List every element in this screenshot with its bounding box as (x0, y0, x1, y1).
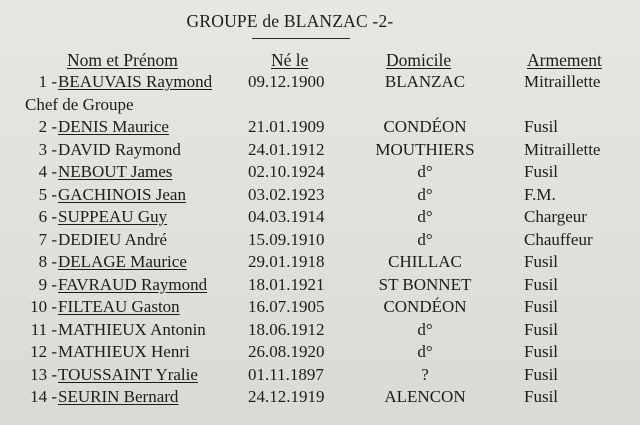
member-name: SEURIN Bernard (58, 387, 179, 406)
armament: Fusil (524, 117, 559, 136)
armament: F.M. (524, 184, 556, 204)
row-number: 14 - (30, 387, 57, 406)
member-name: NEBOUT James (58, 162, 173, 181)
domicile: d° (417, 162, 433, 181)
header-arm: Armement (527, 50, 602, 70)
row-number: 5 - (38, 184, 57, 204)
domicile: d° (417, 229, 433, 249)
domicile: CHILLAC (388, 252, 462, 271)
birth-date: 18.01.1921 (248, 274, 325, 294)
role-note-text: Chef de Groupe (25, 94, 134, 114)
domicile: ST BONNET (378, 274, 472, 294)
armament: Fusil (524, 387, 559, 406)
row-number: 9 - (38, 274, 57, 294)
armament: Fusil (524, 364, 559, 384)
birth-date: 03.02.1923 (248, 184, 325, 204)
armament: Chargeur (524, 207, 587, 226)
domicile: d° (417, 184, 433, 204)
header-born: Né le (271, 50, 309, 70)
header-home: Domicile (386, 50, 452, 70)
role-note (0, 93, 640, 116)
birth-date: 04.03.1914 (248, 207, 325, 226)
document-title: GROUPE de BLANZAC -2- (186, 11, 394, 31)
armament: Fusil (524, 274, 559, 294)
birth-date: 18.06.1912 (248, 319, 325, 339)
member-name: TOUSSAINT Yralie (58, 364, 198, 384)
table-row (0, 250, 640, 273)
domicile: BLANZAC (384, 72, 466, 91)
table-row (0, 160, 640, 183)
domicile: ALENCON (384, 387, 466, 406)
member-name: DAVID Raymond (58, 139, 181, 159)
birth-date: 21.01.1909 (248, 117, 325, 136)
birth-date: 02.10.1924 (248, 162, 325, 181)
member-name: MATHIEUX Antonin (58, 319, 206, 339)
armament: Fusil (524, 342, 559, 361)
member-name: DENIS Maurice (58, 117, 169, 136)
member-name: BEAUVAIS Raymond (58, 72, 213, 91)
domicile: ? (421, 364, 429, 384)
domicile: CONDÉON (383, 117, 467, 136)
birth-date: 15.09.1910 (248, 229, 325, 249)
row-number: 8 - (38, 252, 57, 271)
table-row (0, 205, 640, 228)
domicile: MOUTHIERS (375, 139, 475, 159)
table-row (0, 318, 640, 341)
armament: Mitraillette (524, 72, 601, 91)
row-number: 7 - (38, 229, 57, 249)
row-number: 6 - (38, 207, 57, 226)
table-row (0, 138, 640, 161)
armament: Fusil (524, 252, 559, 271)
header-name: Nom et Prénom (67, 50, 178, 70)
member-name: MATHIEUX Henri (58, 342, 190, 361)
row-number: 1 - (38, 72, 57, 91)
member-name: DEDIEU André (58, 229, 168, 249)
domicile: d° (417, 342, 433, 361)
domicile: d° (417, 319, 433, 339)
table-row (0, 183, 640, 206)
member-name: DELAGE Maurice (58, 252, 187, 271)
armament: Fusil (524, 297, 559, 316)
birth-date: 24.01.1912 (248, 139, 325, 159)
table-row (0, 273, 640, 296)
birth-date: 16.07.1905 (248, 297, 325, 316)
birth-date: 26.08.1920 (248, 342, 325, 361)
member-list (0, 70, 640, 408)
member-name: FILTEAU Gaston (58, 297, 180, 316)
table-row (0, 228, 640, 251)
domicile: d° (417, 207, 433, 226)
row-number: 11 - (30, 319, 57, 339)
birth-date: 24.12.1919 (248, 387, 325, 406)
member-name: GACHINOIS Jean (58, 184, 186, 204)
row-number: 4 - (38, 162, 57, 181)
row-number: 13 - (30, 364, 57, 384)
member-name: SUPPEAU Guy (58, 207, 168, 226)
birth-date: 01.11.1897 (248, 364, 324, 384)
armament: Mitraillette (524, 139, 601, 159)
birth-date: 09.12.1900 (248, 72, 325, 91)
armament: Fusil (524, 319, 559, 339)
domicile: CONDÉON (383, 297, 467, 316)
table-row (0, 70, 640, 93)
armament: Fusil (524, 162, 559, 181)
armament: Chauffeur (524, 229, 593, 249)
row-number: 10 - (30, 297, 57, 316)
row-number: 12 - (30, 342, 57, 361)
row-number: 3 - (38, 139, 57, 159)
member-name: FAVRAUD Raymond (58, 274, 208, 294)
birth-date: 29.01.1918 (248, 252, 325, 271)
table-row (0, 340, 640, 363)
table-row (0, 363, 640, 386)
table-row (0, 295, 640, 318)
row-number: 2 - (38, 117, 57, 136)
table-row (0, 115, 640, 138)
title-underline (252, 38, 350, 39)
table-row (0, 385, 640, 408)
